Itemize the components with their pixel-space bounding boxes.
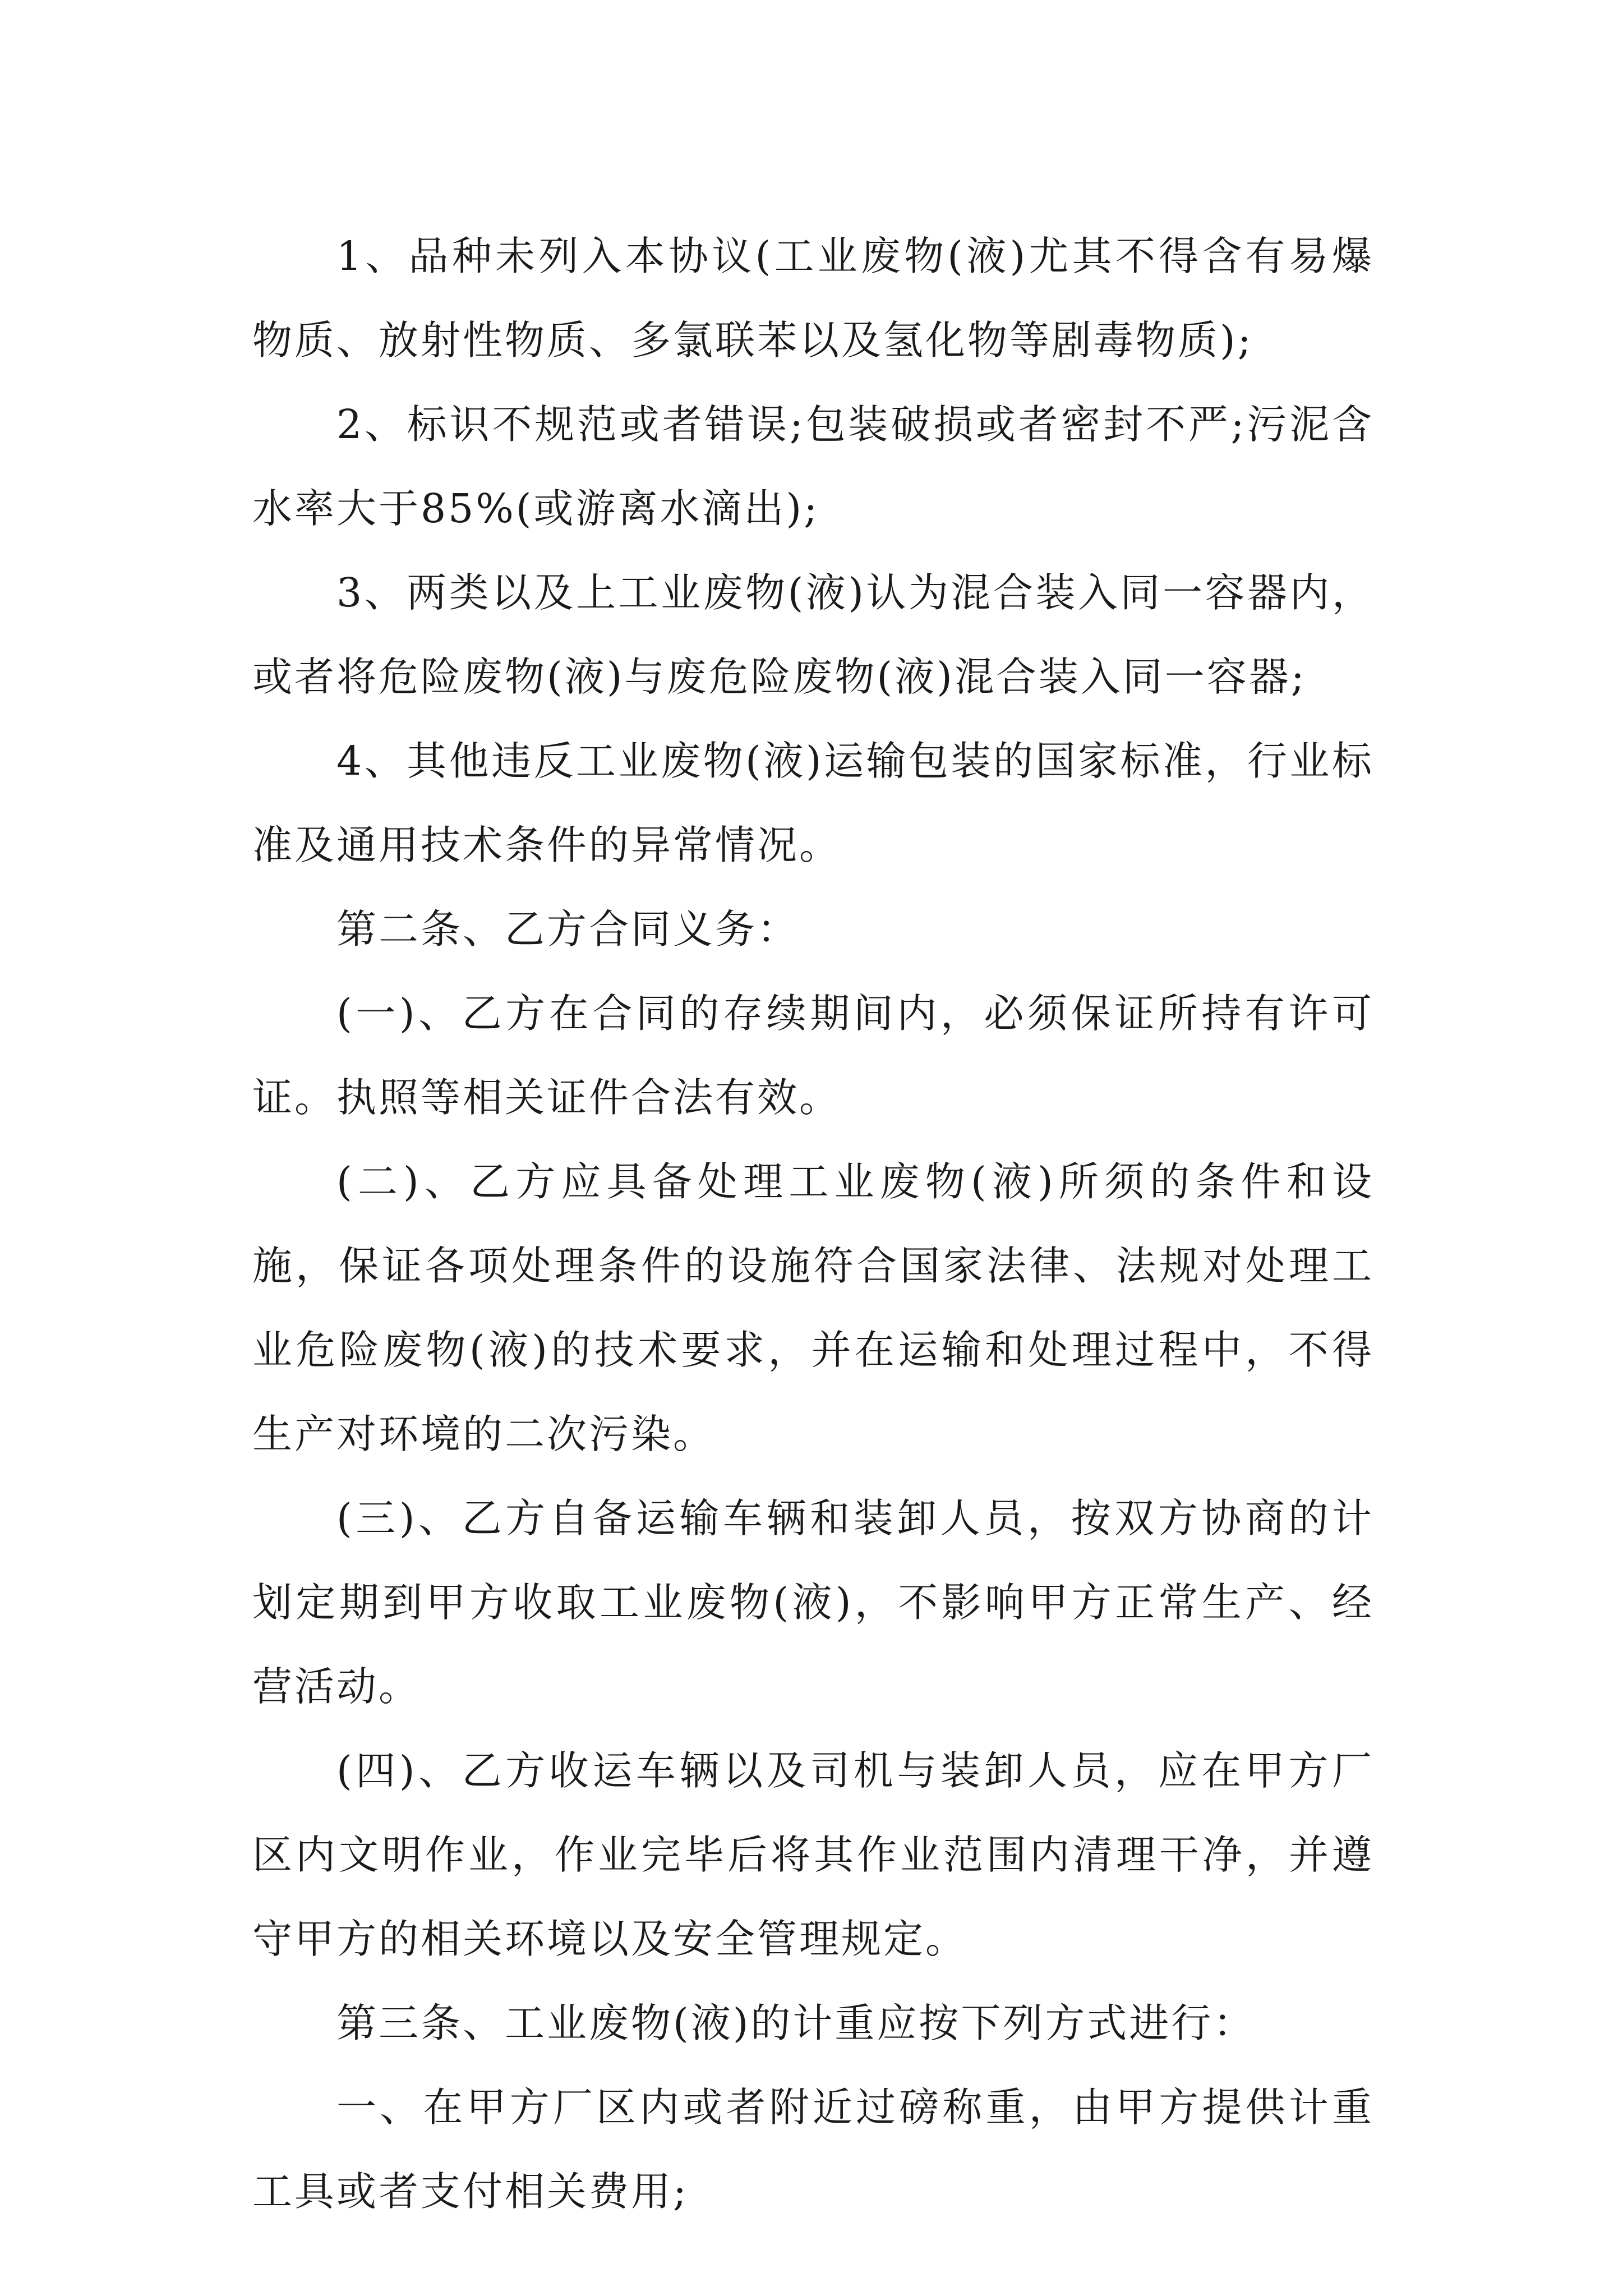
clause-item-4: 4、其他违反工业废物(液)运输包装的国家标准，行业标准及通用技术条件的异常情况。 — [252, 738, 1374, 868]
clause-item-1: 1、品种未列入本协议(工业废物(液)尤其不得含有易爆物质、放射性物质、多氯联苯以及氢化物等剧毒物质); — [252, 233, 1374, 364]
obligation-1: (一)、乙方在合同的存续期间内，必须保证所持有许可证。执照等相关证件合法有效。 — [252, 990, 1374, 1121]
obligation-4: (四)、乙方收运车辆以及司机与装卸人员，应在甲方厂区内文明作业，作业完毕后将其作业范围内清理干净，并遵守甲方的相关环境以及安全管理规定。 — [252, 1747, 1374, 1962]
clause-item-2: 2、标识不规范或者错误;包装破损或者密封不严;污泥含水率大于85%(或游离水滴出); — [252, 401, 1374, 532]
obligation-2: (二)、乙方应具备处理工业废物(液)所须的条件和设施，保证各项处理条件的设施符合国家法律、法规对处理工业危险废物(液)的技术要求，并在运输和处理过程中，不得生产对环境的二次污染。 — [252, 1158, 1374, 1457]
obligation-3: (三)、乙方自备运输车辆和装卸人员，按双方协商的计划定期到甲方收取工业废物(液)，不影响甲方正常生产、经营活动。 — [252, 1495, 1374, 1710]
article-2-heading: 第二条、乙方合同义务： — [336, 906, 800, 953]
weighing-method-1: 一、在甲方厂区内或者附近过磅称重，由甲方提供计重工具或者支付相关费用; — [252, 2084, 1374, 2215]
clause-item-3: 3、两类以及上工业废物(液)认为混合装入同一容器内，或者将危险废物(液)与废危险废物(液)混合装入同一容器; — [252, 569, 1374, 700]
article-3-heading: 第三条、工业废物(液)的计重应按下列方式进行： — [336, 2000, 1256, 2046]
document-body — [252, 214, 1374, 2234]
